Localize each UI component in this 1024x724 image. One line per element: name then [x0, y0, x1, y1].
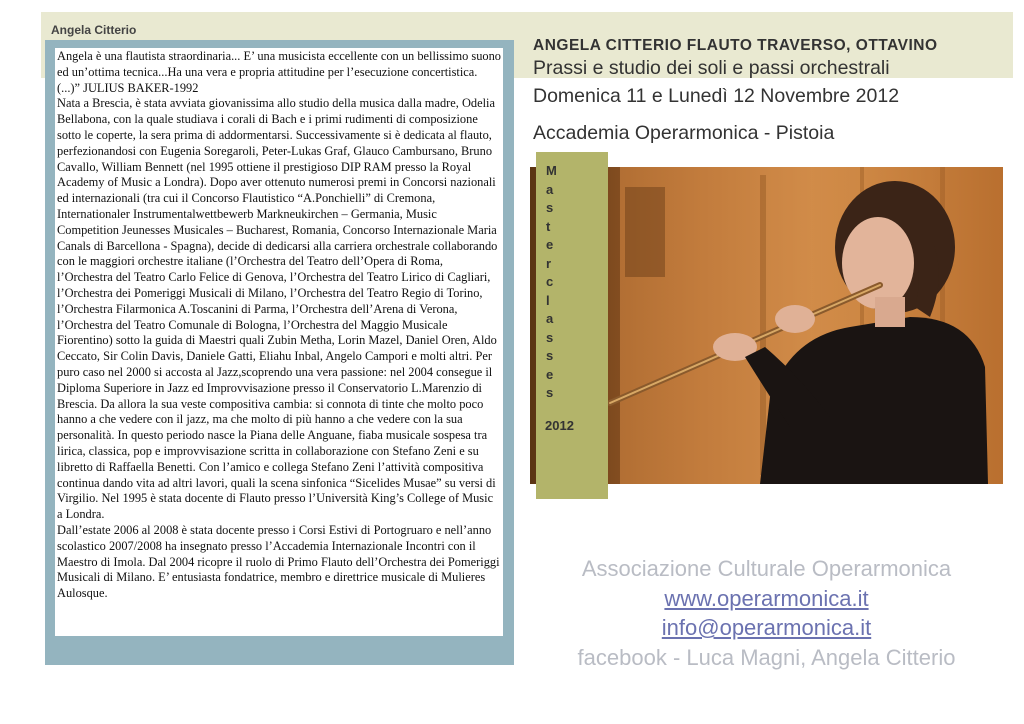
tag-letter: e [546, 366, 554, 382]
tag-letter: M [546, 163, 557, 178]
tag-letter: c [546, 274, 554, 289]
tag-letter: l [546, 292, 550, 308]
tag-letter: s [546, 200, 554, 215]
bio-teaching-paragraph: Dall’estate 2006 al 2008 è stata docente presso i Corsi Estivi di Portogruaro e nell’anno scolastico 2007/2008 ha insegnato presso l’Accademia Internazionale Incontri con il Maestro di Imola. Dal 2004 ricopre il ruolo di Primo Flauto dell’Orchestra dei Pomeriggi Musicali di Milano. E’ entusiasta fondatrice, membro e direttrice musicale di Mulieres Aulosque. [57, 522, 500, 601]
tag-letter: a [546, 181, 554, 197]
website-link[interactable]: www.operarmonica.it [664, 586, 869, 611]
course-subtitle: Prassi e studio dei soli e passi orchestrali [533, 57, 890, 79]
tag-letter: a [546, 311, 554, 326]
header-name: Angela Citterio [51, 23, 137, 37]
bio-career-paragraph: Nata a Brescia, è stata avviata giovanissima allo studio della musica dalla madre, Odelia Bellabona, con la quale studiava i corali di Bach e i primi rudimenti di composizione sotto le coperte, la sera prima di addormentarsi. Successivamente si è dedicata al flauto, perfezionandosi con Eugenia Soregaroli, Peter-Lukas Graf, Glauco Cambursano, Bruno Cavallo, William Bennett (nel 1995 ottiene il prestigioso DIP RAM presso la Royal Academy of Music a Londra). Dopo aver ottenuto numerosi premi in Concorsi nazionali ed internazionali (tra cui il Concorso Flautistico “A.Ponchielli” di Cremona, Internationaler Instrumentalwettbewerb Markneukirchen – Germania, Music Competition Jeunesses Musicales – Bucharest, Romania, Concorso Internazionale Maria Canals di Barcellona - Spagna), decide di dedicarsi alla carriera orchestrale collaborando con le maggiori orchestre italiane (l’Orchestra del Teatro dell’Opera di Roma, l’Orchestra del Teatro Carlo Felice di Genova, l’Orchestra del Teatro Lirico di Cagliari, l’Orchestra dei Pomeriggi Musicali di Milano, l’Orchestra del Teatro Regio di Torino, l’Orchestra Filarmonica A.Toscanini di Parma, l’Orchestra dell’Arena di Verona, l’Orchestra del Teatro Comunale di Bologna, l’Orchestra del Maggio Musicale Fiorentino) sotto la guida di Maestri quali Zubin Metha, Lorin Mazel, Daniel Oren, Aldo Ceccato, Sir Colin Davis, Daniele Gatti, Eliahu Inbal, Angelo Campori e molti altri. Per puro caso nel 2000 si accosta al Jazz,scoprendo una vera passione: nel 2004 consegue il Diploma Superiore in Jazz ed Improvvisazione presso il Conservatorio L.Marenzio di Brescia. Da allora la sua veste compositiva cambia: si connota di tinte che molto poco hanno a che vedere con il jazz, ma che molto di più hanno a che vedere con la sua personalità. In questo periodo nasce la Piana delle Anguane, fiaba musicale sospesa tra lirica, classica, pop e improvvisazione scritta in collaborazione con Stefano Zeni e su libretto di Raffaella Benetti. Con l’amico e collega Stefano Zeni l’attività compositiva continua dando vita ad altri lavori, quali la scena sinfonica “Sicelides Musae” su versi di Virgilio. Nel 1995 è stata docente di Flauto presso l’Università King’s College of Music a Londra. [57, 96, 498, 522]
tag-letter: s [546, 329, 554, 345]
tag-letter: s [546, 385, 554, 400]
tag-letter: r [546, 255, 552, 271]
tag-letter: t [546, 218, 551, 234]
website-link-wrap [530, 586, 1003, 612]
course-title: ANGELA CITTERIO FLAUTO TRAVERSO, OTTAVINO [533, 37, 938, 54]
email-link[interactable]: info@operarmonica.it [661, 615, 872, 640]
masterclass-vertical-label [546, 162, 566, 403]
masterclass-year: 2012 [545, 418, 574, 433]
facebook-line: facebook - Luca Magni, Angela Citterio [577, 645, 956, 670]
association-name: Associazione Culturale Operarmonica [581, 556, 952, 581]
tag-letter: s [546, 348, 554, 363]
tag-letter: e [546, 237, 554, 252]
bio-text-box [55, 48, 503, 636]
email-link-wrap [530, 615, 1003, 641]
course-venue: Accademia Operarmonica - Pistoia [533, 122, 835, 144]
course-dates: Domenica 11 e Lunedì 12 Novembre 2012 [533, 85, 900, 107]
bio-quote-paragraph: Angela è una flautista straordinaria... E’ una musicista eccellente con un bellissimo suono ed un’ottima tecnica...Ha una vera e propria attitudine per l’esecuzione concertistica. (...)” JULIUS BAKER-1992 [57, 49, 501, 95]
